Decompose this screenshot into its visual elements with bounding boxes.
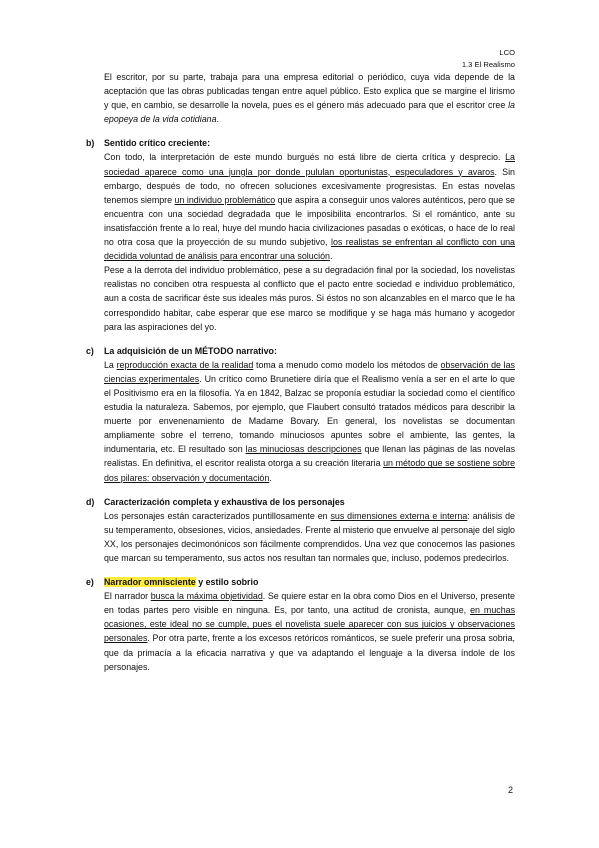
underlined-phrase: las minuciosas descripciones bbox=[245, 444, 362, 455]
running-header bbox=[462, 47, 515, 70]
underlined-phrase: un individuo problemático bbox=[174, 194, 276, 205]
text-run: La adquisición de un MÉTODO narrativo: bbox=[104, 345, 277, 356]
section-letter: b) bbox=[86, 138, 95, 149]
text-run: . bbox=[269, 472, 272, 483]
text-run: toma a menudo como modelo los métodos de bbox=[253, 359, 441, 370]
sections-list bbox=[86, 136, 516, 673]
text-run: La bbox=[104, 359, 117, 370]
section-letter: e) bbox=[86, 577, 94, 588]
underlined-phrase: busca la máxima objetividad bbox=[150, 591, 263, 602]
page-number: 2 bbox=[507, 785, 513, 795]
text-run: . Por otra parte, frente a los excesos retóricos románticos, se suele preferir una prosa sobria, que da primacía a la eficacia narrativa y que va adaptando el lenguaje a la diversa índole de los personajes. bbox=[104, 633, 515, 672]
underlined-phrase: un método que se sostiene sobre dos pilares: observación y documentación bbox=[104, 458, 515, 483]
section-letter: c) bbox=[86, 345, 94, 356]
section-letter: d) bbox=[86, 496, 95, 507]
underlined-phrase: La sociedad aparece como una jungla por donde pululan oportunistas, especuladores y avaros bbox=[104, 152, 515, 177]
underlined-phrase: los realistas se enfrentan al conflicto con una decidida voluntad de análisis para encontrar una solución bbox=[104, 237, 515, 262]
text-run: . Sin embargo, después de todo, no ofrecen soluciones excesivamente progresistas. En estas novelas tenemos siempre bbox=[104, 166, 515, 205]
section-d bbox=[86, 495, 515, 565]
italic-phrase: la epopeya de la vida cotidiana bbox=[104, 100, 515, 125]
underlined-phrase: observación de las ciencias experimentales bbox=[104, 359, 515, 384]
section-heading bbox=[104, 136, 515, 150]
text-run: que llenan las páginas de las novelas realistas. En definitiva, el escritor realista otorga a su creación literaria bbox=[104, 444, 516, 469]
text-run: . bbox=[216, 114, 219, 125]
section-b bbox=[86, 136, 515, 333]
section-heading bbox=[104, 495, 515, 509]
text-run: que aspira a conseguir unos valores auténticos, pero que se encuentra con una sociedad degradada que le imposibilita encontrarlos. Si el romántico, ante su insatisfacción frente a lo real, huye del mundo hacia civilizaciones pasadas o exóticas, o hace de lo real no otra cosa que la proyección de su mundo subjetivo, bbox=[104, 194, 515, 248]
section-heading bbox=[104, 575, 515, 589]
section-paragraph bbox=[104, 263, 515, 333]
text-run: Sentido crítico creciente: bbox=[104, 138, 211, 149]
highlighted-phrase: Narrador omnisciente bbox=[104, 577, 196, 588]
text-run: El narrador bbox=[104, 591, 151, 602]
intro-paragraph bbox=[104, 70, 515, 126]
section-paragraph bbox=[104, 150, 515, 263]
page-body bbox=[86, 70, 516, 674]
text-run: . bbox=[329, 251, 333, 262]
underlined-phrase: en muchas ocasiones, este ideal no se cumple, pues el novelista suele aparecer con sus juicios y observaciones personales bbox=[104, 605, 516, 644]
text-run: Pese a la derrota del individuo problemático, pese a su degradación final por la sociedad, los novelistas realistas no conciben otra respuesta al conflicto que el pacto entre sociedad e individuo problemático, aun a costa de sacrificar éste sus ideales más puros. Si éstos no son alcanzables en el marco que le ha correspondido habitar, cabe esperar que ese marco se modifique y se haga más humano y acogedor para las aspiraciones del yo. bbox=[104, 265, 515, 332]
text-run: : análisis de su temperamento, obsesiones, vicios, ansiedades. Frente al misterio que envuelve al personaje del siglo XX, los personajes decimonónicos son fácilmente comprendidos. Una vez que conocemos las pasiones que marcan su temperamento, sus actos nos resultan tan normales que, incluso, podemos predecirlos. bbox=[104, 510, 515, 563]
section-c bbox=[86, 344, 516, 485]
header-chapter: 1.3 El Realismo bbox=[461, 59, 515, 69]
text-run: El escritor, por su parte, trabaja para una empresa editorial o periódico, cuya vida depende de la aceptación que las obras publicadas tengan entre aquel público. Esto explica que se margine el lirismo y que, en cambio, se desarrolle la novela, pues es el género más adecuado para que el escritor cree bbox=[104, 72, 515, 111]
section-paragraph bbox=[104, 358, 515, 485]
underlined-phrase: sus dimensiones externa e interna bbox=[330, 510, 468, 521]
text-run: . Se quiere estar en la obra como Dios en el Universo, presente en todas partes pero visible en ninguna. Es, por tanto, una actitud de cronista, aunque, bbox=[104, 591, 515, 616]
section-paragraph bbox=[104, 509, 515, 565]
underlined-phrase: reproducción exacta de la realidad bbox=[116, 359, 254, 370]
section-paragraph bbox=[104, 589, 515, 674]
text-run: Los personajes están caracterizados puntillosamente en bbox=[104, 510, 331, 521]
text-run: Caracterización completa y exhaustiva de los personajes bbox=[104, 496, 345, 507]
text-run: . Un crítico como Brunetiere diría que el Realismo venía a ser en el arte lo que el Positivismo era en la filosofía. Ya en 1842, Balzac se proponía estudiar la sociedad como el científico estudia la naturaleza. Sabemos, por ejemplo, que Flaubert consultó tratados médicos para describir la muerte por envenenamiento de Madame Bovary. En general, los novelistas se documentan ampliamente sobre el terreno, tomando minuciosos apuntes sobre el ambiente, las gentes, la indumentaria, etc. El resultado son bbox=[104, 373, 515, 455]
section-heading bbox=[104, 344, 515, 358]
text-run: Con todo, la interpretación de este mundo burgués no está libre de cierta crítica y desprecio. bbox=[104, 152, 506, 163]
header-course: LCO bbox=[499, 48, 515, 57]
section-e bbox=[86, 575, 516, 674]
text-run: y estilo sobrio bbox=[195, 577, 259, 588]
